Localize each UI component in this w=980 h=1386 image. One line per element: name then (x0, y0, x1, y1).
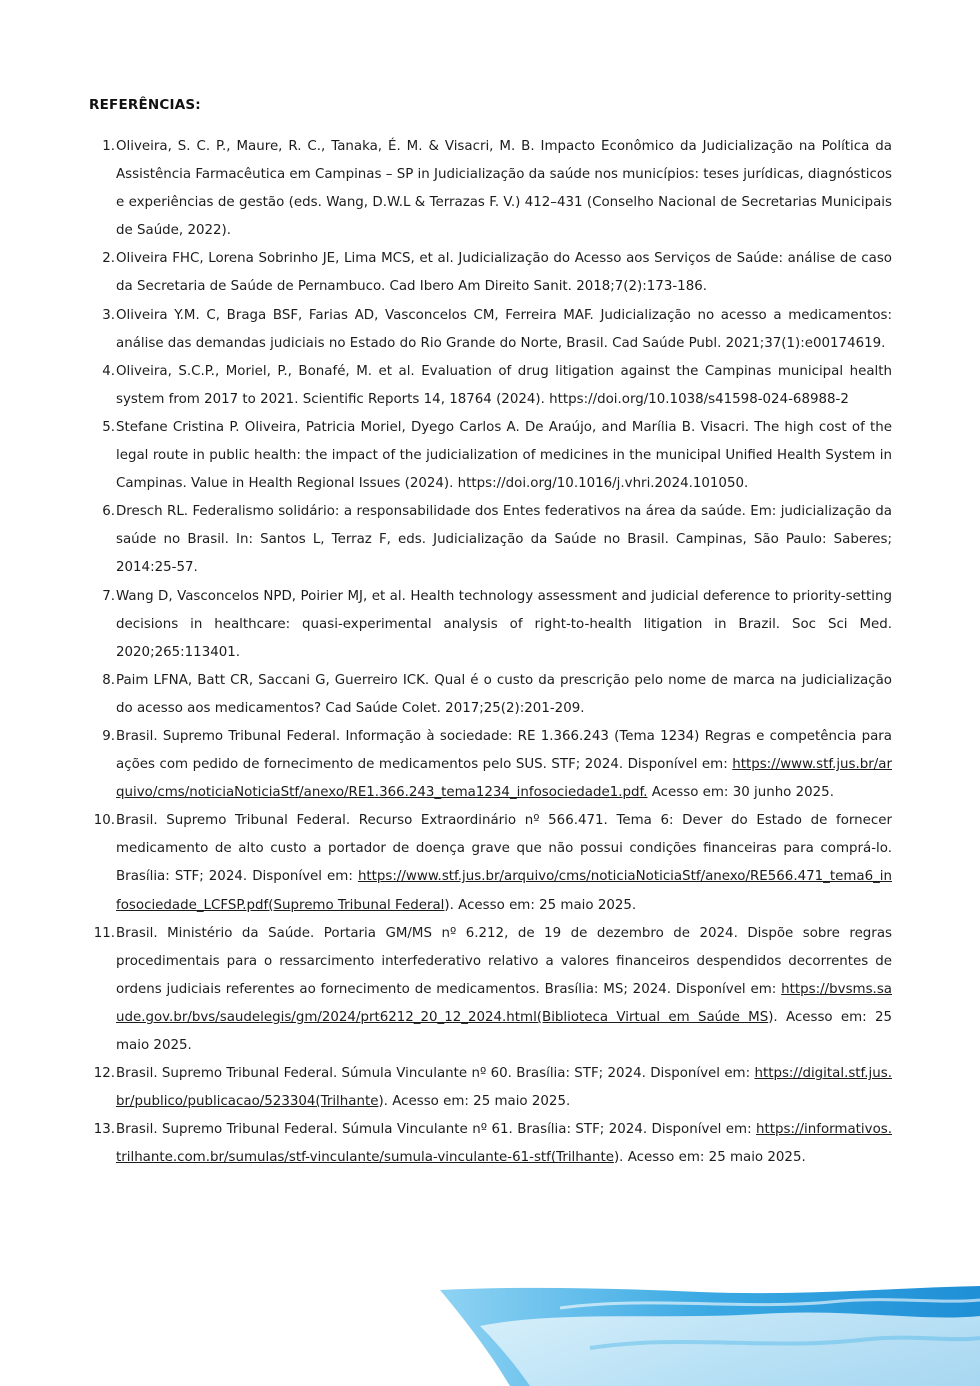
reference-item (92, 667, 892, 723)
reference-item (92, 723, 892, 807)
reference-number: 9. (102, 728, 115, 744)
reference-number: 11. (93, 925, 115, 941)
reference-link[interactable]: https://informativos.trilhante.com.br/sumulas/stf-vinculante/sumula-vinculante-61-stf(Trilhante (116, 1122, 892, 1166)
reference-number: 2. (102, 251, 115, 267)
reference-text: Oliveira, S.C.P., Moriel, P., Bonafé, M. et al. Evaluation of drug litigation against the Campinas municipal health system from 2017 to 2021. Scientific Reports 14, 18764 (2024). https://doi.org/10.1038/s41598-024-68988-2 (116, 363, 892, 407)
reference-text: Oliveira FHC, Lorena Sobrinho JE, Lima MCS, et al. Judicialização do Acesso aos Serviços de Saúde: análise de caso da Secretaria de Saúde de Pernambuco. Cad Ibero Am Direito Sanit. 2018;7(2):173-186. (116, 251, 892, 295)
reference-item (92, 1116, 892, 1172)
reference-text: Brasil. Supremo Tribunal Federal. Informação à sociedade: RE 1.366.243 (Tema 1234) Regras e competência para ações com pedido de fornecimento de medicamentos pelo SUS. STF; 2024. Disponível em: (116, 728, 892, 773)
reference-item (92, 133, 892, 245)
reference-access-date: ). Acesso em: 25 maio 2025. (378, 1094, 571, 1110)
reference-link[interactable]: https://digital.stf.jus.br/publico/publicacao/523304(Trilhante (116, 1066, 892, 1110)
reference-link[interactable]: https://www.stf.jus.br/arquivo/cms/noticiaNoticiaStf/anexo/RE566.471_tema6_infosociedade_LCFSP.pdf(Supremo Tribunal Federal (116, 869, 892, 913)
reference-number: 3. (102, 307, 115, 323)
references-heading: REFERÊNCIAS: (89, 97, 201, 113)
reference-number: 7. (102, 588, 115, 604)
reference-access-date: ). Acesso em: 25 maio 2025. (116, 1009, 892, 1053)
reference-text: Oliveira, S. C. P., Maure, R. C., Tanaka, É. M. & Visacri, M. B. Impacto Econômico da Judicialização na Política da Assistência Farmacêutica em Campinas – SP in Judicialização da saúde nos municípios: teses jurídicas, diagnósticos e experiências de gestão (eds. Wang, D.W.L & Terrazas F. V.) 412–431 (Conselho Nacional de Secretarias Municipais de Saúde, 2022). (116, 139, 892, 239)
reference-text: Brasil. Supremo Tribunal Federal. Súmula Vinculante nº 60. Brasília: STF; 2024. Disponível em: (116, 1066, 755, 1082)
reference-number: 4. (102, 363, 115, 379)
reference-item (92, 414, 892, 498)
references-list (92, 133, 892, 1172)
reference-number: 10. (93, 813, 115, 829)
reference-number: 13. (93, 1122, 115, 1138)
reference-item (92, 302, 892, 358)
reference-item (92, 245, 892, 301)
reference-text: Brasil. Supremo Tribunal Federal. Recurso Extraordinário nº 566.471. Tema 6: Dever do Estado de fornecer medicamento de alto custo a portador de doença grave que não possui condições financeiras para comprá-lo. Brasília: STF; 2024. Disponível em: (116, 813, 892, 885)
reference-item (92, 807, 892, 919)
reference-text: Oliveira Y.M. C, Braga BSF, Farias AD, Vasconcelos CM, Ferreira MAF. Judicialização no acesso a medicamentos: análise das demandas judiciais no Estado do Rio Grande do Norte, Brasil. Cad Saúde Publ. 2021;37(1):e00174619. (116, 307, 892, 351)
reference-access-date: Acesso em: 30 junho 2025. (647, 785, 834, 801)
decorative-wave (440, 1286, 980, 1386)
reference-text: Wang D, Vasconcelos NPD, Poirier MJ, et al. Health technology assessment and judicial deference to priority-setting decisions in healthcare: quasi-experimental analysis of right-to-health litigation in Brazil. Soc Sci Med. 2020;265:113401. (116, 588, 892, 660)
reference-item (92, 920, 892, 1060)
reference-text: Brasil. Supremo Tribunal Federal. Súmula Vinculante nº 61. Brasília: STF; 2024. Disponível em: (116, 1122, 757, 1138)
reference-text: Stefane Cristina P. Oliveira, Patricia Moriel, Dyego Carlos A. De Araújo, and Marília B. Visacri. The high cost of the legal route in public health: the impact of the judicialization of medicines in the municipal Unified Health System in Campinas. Value in Health Regional Issues (2024). https://doi.org/10.1016/j.vhri.2024.101050. (116, 419, 892, 492)
reference-number: 6. (102, 504, 115, 520)
reference-item (92, 583, 892, 667)
reference-link[interactable]: https://bvsms.saude.gov.br/bvs/saudelegis/gm/2024/prt6212_20_12_2024.html(Biblioteca Virtual em Saúde MS (116, 981, 892, 1025)
reference-item (92, 1060, 892, 1116)
reference-access-date: ). Acesso em: 25 maio 2025. (613, 1150, 806, 1166)
reference-text: Dresch RL. Federalismo solidário: a responsabilidade dos Entes federativos na área da saúde. Em: judicialização da saúde no Brasil. In: Santos L, Terraz F, eds. Judicialização da Saúde no Brasil. Campinas, São Paulo: Saberes; 2014:25-57. (116, 504, 892, 576)
reference-number: 12. (93, 1066, 115, 1082)
reference-item (92, 498, 892, 582)
reference-item (92, 358, 892, 414)
reference-number: 1. (102, 139, 115, 154)
reference-number: 5. (102, 419, 115, 435)
reference-link[interactable]: https://www.stf.jus.br/arquivo/cms/noticiaNoticiaStf/anexo/RE1.366.243_tema1234_infosociedade1.pdf. (116, 757, 892, 801)
reference-text: Paim LFNA, Batt CR, Saccani G, Guerreiro ICK. Qual é o custo da prescrição pelo nome de marca na judicialização do acesso aos medicamentos? Cad Saúde Colet. 2017;25(2):201-209. (116, 672, 892, 716)
reference-number: 8. (102, 672, 115, 688)
reference-text: Brasil. Ministério da Saúde. Portaria GM/MS nº 6.212, de 19 de dezembro de 2024. Dispõe sobre regras procedimentais para o ressarcimento interfederativo relativo a valores financeiros despendidos decorrentes de ordens judiciais referentes ao fornecimento de medicamentos. Brasília: MS; 2024. Disponível em: (116, 925, 892, 997)
reference-access-date: ). Acesso em: 25 maio 2025. (444, 897, 637, 913)
